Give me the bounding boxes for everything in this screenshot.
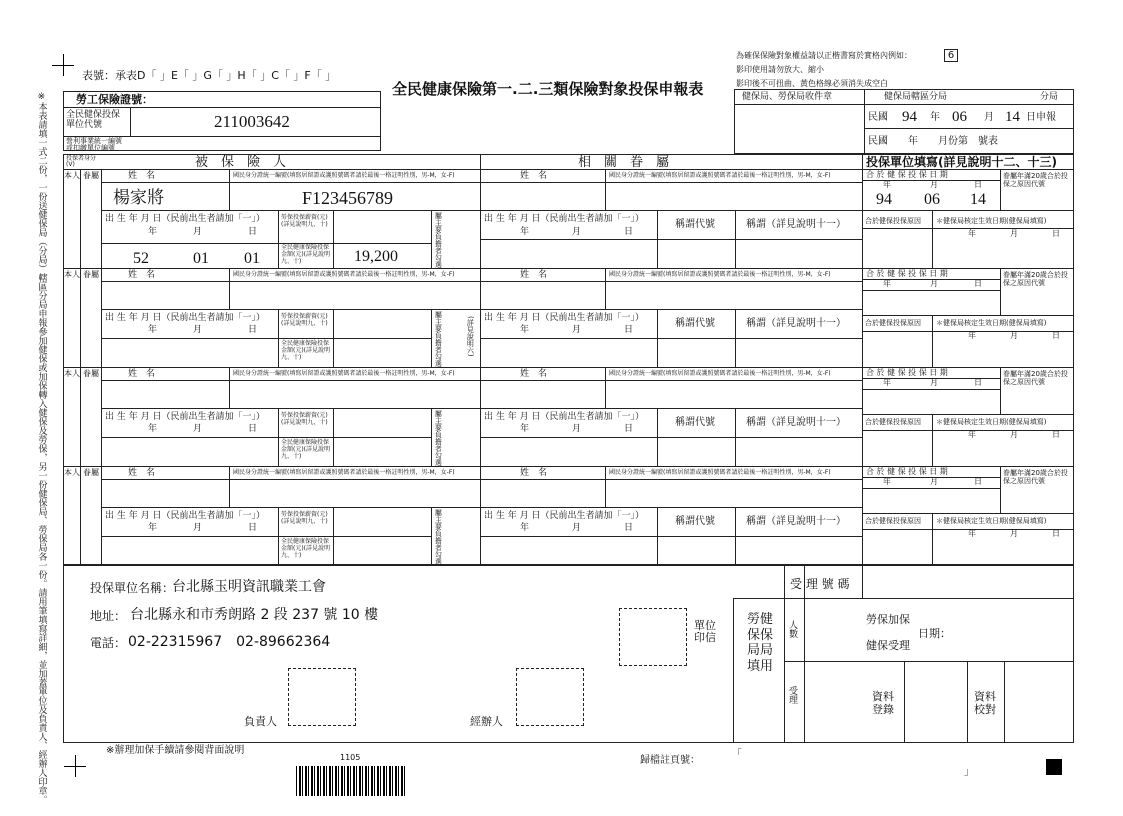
year-label: 年 — [148, 325, 158, 335]
month-label: 月 — [193, 325, 203, 335]
over20-label: 眷屬年滿20歲合於投保之原因代號 — [1003, 172, 1068, 189]
eff-month-label: 月 — [1010, 430, 1018, 439]
dep-month-label: 月 — [572, 325, 582, 335]
join-reason-label: 合於健保投保原因 — [865, 418, 921, 426]
dep-day-label: 日 — [624, 227, 634, 237]
join-month-label: 月 — [930, 378, 938, 387]
name-label: 姓 名 — [128, 270, 156, 280]
person-col-label: 本人 — [64, 270, 80, 279]
wage-label: 勞保投保薪資(元)(詳見說明九、十) — [281, 412, 328, 427]
eff-day-label: 日 — [1052, 229, 1060, 238]
birth-day: 01 — [244, 250, 260, 267]
wage-label: 勞保投保薪資(元)(詳見說明九、十) — [281, 313, 328, 328]
section-dependents: 相 關 眷 屬 — [578, 155, 670, 170]
bureau-fill-label: 勞健保保局局填用 — [746, 612, 773, 674]
birth-label: 出 生 年 月 日（民前出生者請加「一」） — [105, 214, 265, 224]
retire-label: 屬主要負擔者勾選 — [434, 410, 443, 466]
unit-seal-label: 單位印信 — [694, 619, 716, 644]
person-col-label: 本人 — [64, 369, 80, 378]
unit-name-label: 投保單位名稱： — [90, 581, 175, 595]
join-day: 14 — [970, 191, 986, 208]
dep-birth-label: 出 生 年 月 日（民前出生者請加「一」） — [484, 313, 644, 323]
dep-month-label: 月 — [572, 424, 582, 434]
reg-label-1: 營利事業統一編號 — [66, 137, 122, 145]
nhi-amount: 19,200 — [354, 248, 398, 265]
dependent-col-label: 眷屬 — [83, 468, 99, 477]
title-label: 稱謂（詳見說明十一） — [746, 516, 846, 527]
date-day-label: 日申報 — [1026, 112, 1056, 123]
labor-join-label: 勞保加保 — [866, 613, 910, 626]
nhi-amount-label: 全民健康保險投保金額(元)(詳見說明九、十) — [281, 340, 331, 362]
receipt-number-label: 受 理 號 碼 — [790, 577, 850, 591]
wage-label: 勞保投保薪資(元)(詳見說明九、十) — [281, 511, 328, 526]
month-label: 月 — [193, 227, 203, 237]
owner-label: 負責人 — [244, 715, 277, 728]
effective-label: ＊健保局核定生效日期(健保局填寫) — [936, 217, 1047, 225]
year-label: 年 — [148, 424, 158, 434]
title-label: 稱謂（詳見說明十一） — [746, 219, 846, 230]
join-day-label: 日 — [974, 378, 982, 387]
birth-label: 出 生 年 月 日（民前出生者請加「一」） — [105, 511, 265, 521]
over20-label: 眷屬年滿20歲合於投保之原因代號 — [1003, 469, 1068, 486]
title-code-label: 稱謂代號 — [675, 417, 715, 428]
dep-id-label: 國民身分證統一編號(填寫居留證或護照號碼者請於最後一格註明性別，男-M，女-F) — [609, 370, 831, 377]
unit-code-value: 211003642 — [214, 112, 290, 131]
reg-label-2: 或扣繳單位編號 — [66, 144, 115, 152]
dep-year-label: 年 — [520, 523, 530, 533]
handler-label: 經辦人 — [470, 715, 503, 728]
effective-label: ＊健保局核定生效日期(健保局填寫) — [936, 517, 1047, 525]
eff-day-label: 日 — [1052, 430, 1060, 439]
dep-year-label: 年 — [520, 227, 530, 237]
nhi-amount-label: 全民健康保險投保金額(元)(詳見說明九、十) — [281, 244, 331, 266]
archive-bracket-close: 」 — [964, 767, 974, 778]
dep-name-label: 姓 名 — [520, 369, 548, 379]
join-month: 06 — [924, 191, 940, 208]
person-col-label: 本人 — [64, 468, 80, 477]
wage-label: 勞保投保薪資(元)(詳見說明九、十) — [281, 214, 328, 229]
left-instruction-note: ※本表請填一式二份，一份送健保局（分局）轄區分局申報參加健保或加保轉入健保及勞保，另一份健保局、勞保局各一份。請用筆填寫詳細，並加蓋單位及負責人、經辦人印章。 — [36, 92, 47, 804]
title-label: 稱謂（詳見說明十一） — [746, 318, 846, 329]
dep-birth-label: 出 生 年 月 日（民前出生者請加「一」） — [484, 511, 644, 521]
insured-id: F123456789 — [302, 188, 394, 208]
phone: 02-22315967 02-89662364 — [128, 634, 331, 650]
nhi-accept-label: 健保受理 — [866, 639, 910, 652]
instruction-3: 影印後不可扭曲、黃色格線必須消失成空白 — [736, 79, 888, 88]
join-year: 94 — [876, 191, 892, 208]
birth-year: 52 — [133, 250, 149, 267]
unit-name: 台北縣玉明資訊職業工會 — [172, 579, 326, 595]
eff-year-label: 年 — [968, 229, 976, 238]
date-roc: 民國 — [868, 112, 888, 123]
join-date-label: 合 於 健 保 投 保 日 期 — [866, 269, 948, 278]
date-year-label: 年 — [930, 112, 940, 123]
dep-month-label: 月 — [572, 523, 582, 533]
branch-label: 健保局轄區分局 — [884, 92, 948, 102]
year-label: 年 — [148, 227, 158, 237]
persons-label: 人數 — [789, 621, 799, 640]
form-title: 全民健康保險第一.二.三類保險對象投保申報表 — [392, 80, 704, 98]
join-date-label: 合 於 健 保 投 保 日 期 — [866, 467, 948, 476]
eff-day-label: 日 — [1052, 529, 1060, 538]
join-date-label: 合 於 健 保 投 保 日 期 — [866, 368, 948, 377]
phone-label: 電話： — [90, 636, 127, 650]
explain-note: (詳見說明六) — [466, 316, 475, 357]
form-number: 表號：承表D「 」E「 」G「 」H「 」C「 」F「 」 — [82, 69, 337, 82]
receipt-stamp-label: 健保局、勞保局收件章 — [742, 92, 833, 102]
dep-year-label: 年 — [520, 424, 530, 434]
title-code-label: 稱謂代號 — [675, 219, 715, 230]
name-label: 姓 名 — [128, 369, 156, 379]
day-label: 日 — [248, 424, 258, 434]
form-code: 1105 — [340, 753, 361, 762]
example-box: 6 — [944, 49, 958, 62]
date-label: 日期： — [918, 627, 951, 640]
dep-id-label: 國民身分證統一編號(填寫居留證或護照號碼者請於最後一格註明性別，男-M，女-F) — [609, 469, 831, 476]
join-month-label: 月 — [930, 180, 938, 189]
over20-label: 眷屬年滿20歲合於投保之原因代號 — [1003, 370, 1068, 387]
join-year-label: 年 — [883, 180, 891, 189]
data-check-label: 資料校對 — [974, 690, 996, 717]
join-month-label: 月 — [930, 279, 938, 288]
person-col-label: 本人 — [64, 171, 80, 180]
month-label: 月 — [193, 424, 203, 434]
eff-month-label: 月 — [1010, 529, 1018, 538]
insured-kind-label: 投保者身分(V) — [66, 155, 97, 168]
birth-month: 01 — [193, 250, 209, 267]
branch-suffix: 分局 — [1040, 92, 1059, 102]
join-day-label: 日 — [974, 279, 982, 288]
insured-name: 楊家將 — [113, 188, 164, 207]
section-unit-fill: 投保單位填寫(詳見說明十二、十三) — [866, 155, 1057, 169]
dep-month-label: 月 — [572, 227, 582, 237]
day-label: 日 — [248, 325, 258, 335]
handler-seal-box — [516, 668, 584, 726]
join-reason-label: 合於健保投保原因 — [865, 517, 921, 525]
title-code-label: 稱謂代號 — [675, 516, 715, 527]
join-date-label: 合 於 健 保 投 保 日 期 — [866, 170, 948, 179]
join-year-label: 年 — [883, 378, 891, 387]
birth-label: 出 生 年 月 日（民前出生者請加「一」） — [105, 412, 265, 422]
year-label: 年 — [148, 523, 158, 533]
dep-day-label: 日 — [624, 523, 634, 533]
dep-name-label: 姓 名 — [520, 171, 548, 181]
date-year: 94 — [902, 109, 917, 125]
eff-month-label: 月 — [1010, 229, 1018, 238]
join-day-label: 日 — [974, 180, 982, 189]
eff-year-label: 年 — [968, 529, 976, 538]
retire-label: 屬主要負擔者勾選 — [434, 509, 443, 565]
birth-label: 出 生 年 月 日（民前出生者請加「一」） — [105, 313, 265, 323]
instruction-1: 為確保保險對象權益請以正楷書寫於實格內例如： — [736, 51, 912, 60]
id-label: 國民身分證統一編號(填寫居留證或護照號碼者請於最後一格註明性別，男-M，女-F) — [233, 469, 455, 476]
address-label: 地址： — [90, 609, 127, 623]
join-reason-label: 合於健保投保原因 — [865, 319, 921, 327]
date-month: 06 — [952, 109, 967, 125]
retire-label: 屬主要負擔者勾選 — [434, 311, 443, 367]
eff-year-label: 年 — [968, 430, 976, 439]
dep-id-label: 國民身分證統一編號(填寫居留證或護照號碼者請於最後一格註明性別，男-M，女-F) — [609, 271, 831, 278]
archive-bracket-open: 「 — [732, 749, 742, 760]
join-month-label: 月 — [930, 477, 938, 486]
month-label: 月 — [193, 523, 203, 533]
eff-month-label: 月 — [1010, 331, 1018, 340]
day-label: 日 — [248, 227, 258, 237]
eff-day-label: 日 — [1052, 331, 1060, 340]
archive-label: 歸檔註頁號： — [640, 755, 700, 766]
effective-label: ＊健保局核定生效日期(健保局填寫) — [936, 418, 1047, 426]
address: 台北縣永和市秀朗路 2 段 237 號 10 樓 — [130, 607, 379, 623]
corner-marker — [1046, 759, 1062, 775]
dependent-col-label: 眷屬 — [83, 171, 99, 180]
accept-label: 受理 — [789, 687, 799, 706]
dep-name-label: 姓 名 — [520, 270, 548, 280]
dep-name-label: 姓 名 — [520, 468, 548, 478]
join-reason-label: 合於健保投保原因 — [865, 217, 921, 225]
id-label: 國民身分證統一編號(填寫居留證或護照號碼者請於最後一格註明性別，男-M，女-F) — [233, 271, 455, 278]
nhi-amount-label: 全民健康保險投保金額(元)(詳見說明九、十) — [281, 439, 331, 461]
join-year-label: 年 — [883, 279, 891, 288]
dep-day-label: 日 — [624, 424, 634, 434]
instruction-2: 影印使用請勿放大、縮小 — [736, 65, 824, 74]
dep-year-label: 年 — [520, 325, 530, 335]
month-line: 民國 年 月份第 號表 — [868, 136, 998, 147]
dep-id-label: 國民身分證統一編號(填寫居留證或護照號碼者請於最後一格註明性別，男-M，女-F) — [609, 172, 831, 179]
effective-label: ＊健保局核定生效日期(健保局填寫) — [936, 319, 1047, 327]
title-label: 稱謂（詳見說明十一） — [746, 417, 846, 428]
name-label: 姓 名 — [128, 171, 156, 181]
unit-code-label: 全民健保投保單位代號 — [66, 110, 121, 131]
name-label: 姓 名 — [128, 468, 156, 478]
footnote: ※辦理加保手續請參閱背面說明 — [106, 745, 245, 756]
date-day: 14 — [1005, 109, 1020, 125]
labor-cert-label: 勞工保險證號： — [76, 93, 153, 106]
eff-year-label: 年 — [968, 331, 976, 340]
dependent-col-label: 眷屬 — [83, 270, 99, 279]
join-year-label: 年 — [883, 477, 891, 486]
join-day-label: 日 — [974, 477, 982, 486]
day-label: 日 — [248, 523, 258, 533]
date-month-label: 月 — [984, 112, 994, 123]
title-code-label: 稱謂代號 — [675, 318, 715, 329]
barcode — [296, 766, 406, 796]
section-insured: 被 保 險 人 — [195, 155, 287, 170]
unit-seal-box — [619, 608, 687, 666]
nhi-amount-label: 全民健康保險投保金額(元)(詳見說明九、十) — [281, 538, 331, 560]
over20-label: 眷屬年滿20歲合於投保之原因代號 — [1003, 271, 1068, 288]
id-label: 國民身分證統一編號(填寫居留證或護照號碼者請於最後一格註明性別，男-M，女-F) — [233, 172, 455, 179]
dep-day-label: 日 — [624, 325, 634, 335]
owner-seal-box — [288, 668, 356, 726]
dep-birth-label: 出 生 年 月 日（民前出生者請加「一」） — [484, 214, 644, 224]
retire-label: 屬主要負擔者勾選 — [434, 212, 443, 268]
dependent-col-label: 眷屬 — [83, 369, 99, 378]
dep-birth-label: 出 生 年 月 日（民前出生者請加「一」） — [484, 412, 644, 422]
id-label: 國民身分證統一編號(填寫居留證或護照號碼者請於最後一格註明性別，男-M，女-F) — [233, 370, 455, 377]
data-reg-label: 資料登錄 — [872, 690, 894, 717]
